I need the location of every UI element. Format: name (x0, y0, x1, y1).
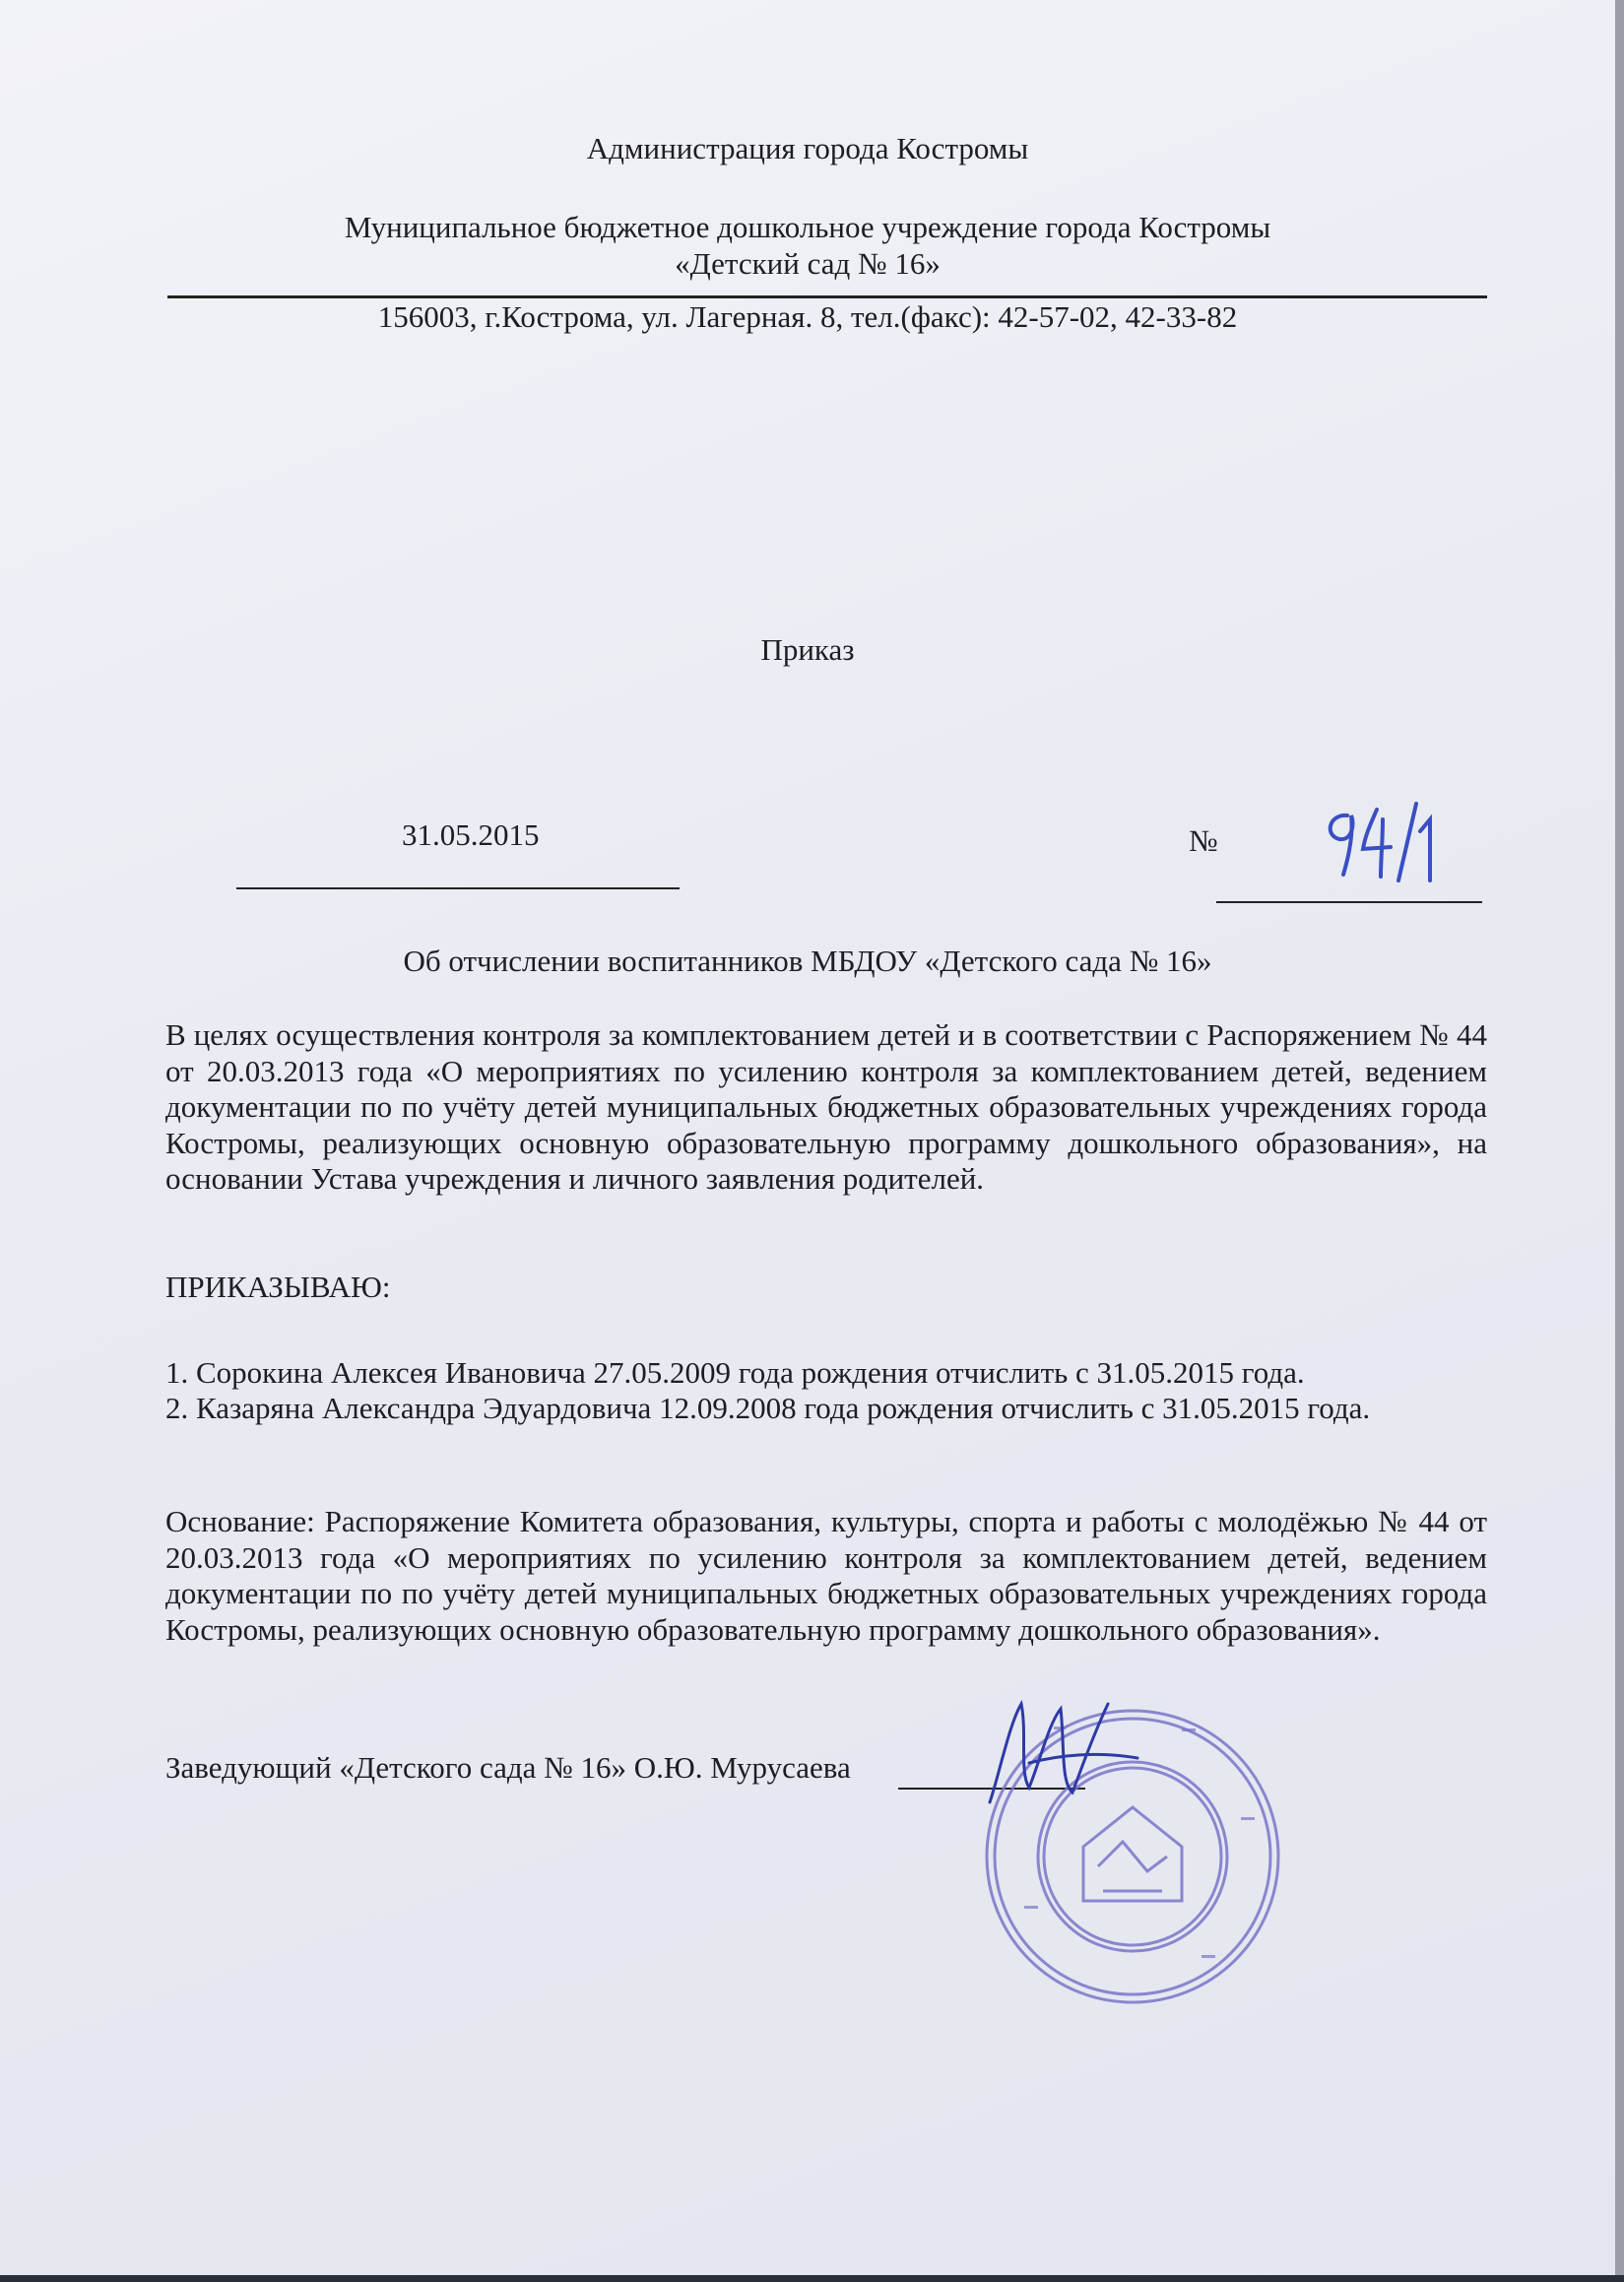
document-type: Приказ (760, 632, 855, 667)
basis-paragraph: Основание: Распоряжение Комитета образования, культуры, спорта и работы с молодёжью № 44 от 20.03.2013 года «О мероприятиях по усилению контроля за комплектованием детей, ведением документации по по учёту детей муниципальных бюджетных образовательных учреждениях города Костромы, реализующих основную образовательную программу дошкольного образования». (165, 1504, 1487, 1647)
institution-address: 156003, г.Кострома, ул. Лагерная. 8, тел.(факс): 42-57-02, 42-33-82 (377, 299, 1238, 334)
administration-heading: Администрация города Костромы (586, 131, 1029, 165)
order-item-2: 2. Казаряна Александра Эдуардовича 12.09.2008 года рождения отчислить с 31.05.2015 года. (165, 1391, 1371, 1425)
order-date: 31.05.2015 (402, 817, 540, 852)
order-item-1: 1. Сорокина Алексея Ивановича 27.05.2009 года рождения отчислить с 31.05.2015 года. (165, 1355, 1305, 1390)
order-number-label: № (1189, 823, 1218, 858)
order-subject: Об отчислении воспитанников МБДОУ «Детского сада № 16» (403, 944, 1212, 978)
signatory-line: Заведующий «Детского сада № 16» О.Ю. Мурусаева (165, 1750, 851, 1785)
number-underline (1216, 901, 1482, 903)
institution-name-line2: «Детский сад № 16» (675, 246, 941, 281)
scan-edge-bottom (0, 2275, 1624, 2282)
handwritten-number-signature (1310, 798, 1448, 886)
institution-name-line1: Муниципальное бюджетное дошкольное учреждение города Костромы (344, 210, 1271, 244)
scan-edge-right (1615, 0, 1624, 2282)
date-underline (236, 887, 680, 889)
handwritten-signature (970, 1664, 1147, 1822)
preamble-paragraph: В целях осуществления контроля за комплектованием детей и в соответствии с Распоряжением № 44 от 20.03.2013 года «О мероприятиях по усилению контроля за комплектованием детей, ведением документации по по учёту детей муниципальных бюджетных образовательных учреждениях города Костромы, реализующих основную образовательную программу дошкольного образования», на основании Устава учреждения и личного заявления родителей. (165, 1017, 1487, 1196)
header-divider (167, 295, 1487, 298)
order-keyword: ПРИКАЗЫВАЮ: (165, 1270, 391, 1304)
